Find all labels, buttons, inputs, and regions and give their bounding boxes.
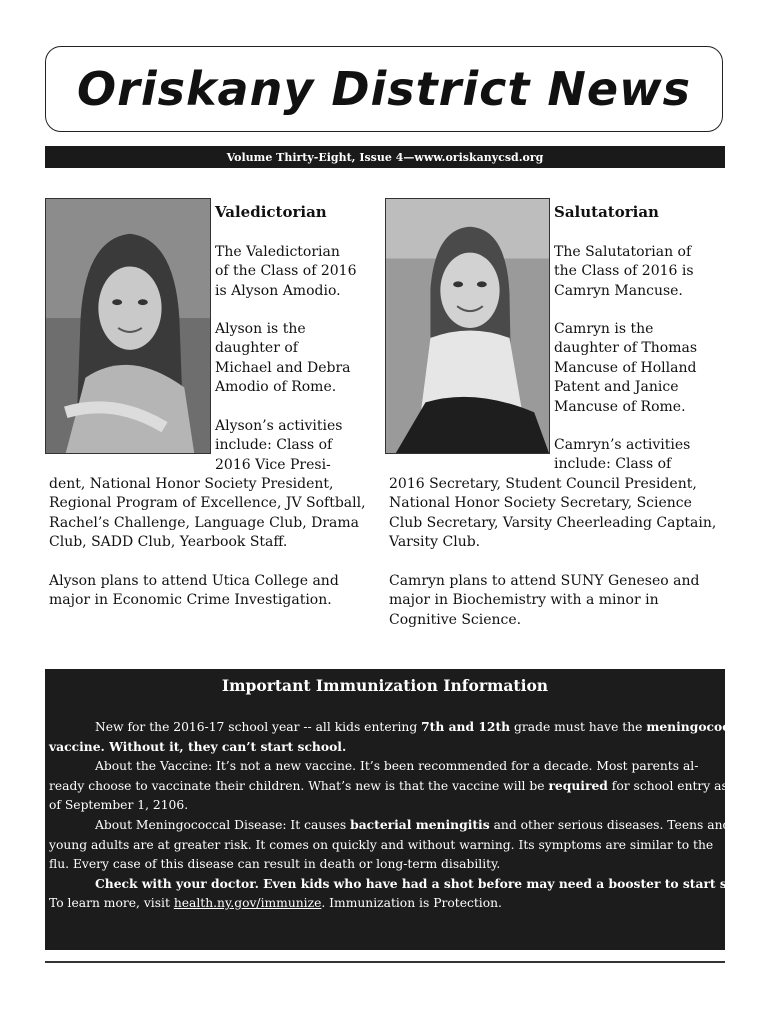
immunization-box [45, 669, 769, 950]
valedictorian-intro: The Valedictorian of the Class of 2016 is Alyson Amodio. [215, 244, 357, 299]
immunization-line: Check with your doctor. Even kids who have had a shot before may need a booster to start school. [95, 875, 769, 891]
salutatorian-photo [385, 198, 550, 454]
salutatorian-plans: Camryn plans to attend SUNY Geneseo and major in Biochemistry with a minor in Cognitive Science. [389, 573, 700, 628]
valedictorian-photo [45, 198, 211, 454]
immunization-body [49, 717, 769, 913]
valedictorian-parents: Alyson is the daughter of Michael and Debra Amodio of Rome. [215, 321, 351, 396]
salutatorian-parents: Camryn is the daughter of Thomas Mancuse of Holland Patent and Janice Mancuse of Rome. [554, 321, 698, 415]
valedictorian-activities-start: Alyson’s activities include: Class of 2016 Vice Presi- [215, 418, 343, 473]
salutatorian-activities-start: Camryn’s activities include: Class of [554, 437, 691, 473]
valedictorian-plans: Alyson plans to attend Utica College and major in Economic Crime Investigation. [49, 573, 339, 609]
immunization-line: young adults are at greater risk. It comes on quickly and without warning. Its symptoms are similar to the [49, 837, 714, 852]
newsletter-title: Oriskany District News [77, 62, 691, 116]
immunization-line: About Meningococcal Disease: It causes bacterial meningitis and other serious diseases. Teens and [95, 817, 731, 833]
salutatorian-heading: Salutatorian [554, 203, 659, 221]
immunize-link[interactable]: health.ny.gov/immunize [173, 895, 322, 910]
immunization-line: of September 1, 2106. [49, 798, 189, 813]
valedictorian-activities: dent, National Honor Society President, Regional Program of Excellence, JV Softball, Rachel’s Challenge, Language Club, Drama Club, SADD Club, Yearbook Staff. [49, 476, 366, 551]
salutatorian-intro: The Salutatorian of the Class of 2016 is Camryn Mancuse. [554, 244, 694, 299]
bottom-divider [45, 961, 725, 963]
immunization-line: New for the 2016-17 school year -- all kids entering 7th and 12th grade must have the meningococcal [95, 719, 750, 734]
immunization-line: ready choose to vaccinate their children. What’s new is that the vaccine will be required for school entry as [49, 778, 728, 794]
masthead [45, 46, 723, 132]
volume-bar: Volume Thirty-Eight, Issue 4—www.oriskanycsd.org [45, 146, 725, 168]
immunization-line: flu. Every case of this disease can result in death or long-term disability. [49, 856, 501, 871]
valedictorian-heading: Valedictorian [215, 203, 327, 221]
immunization-line: About the Vaccine: It’s not a new vaccine. It’s been recommended for a decade. Most parents al- [95, 759, 699, 774]
immunization-heading: Important Immunization Information [221, 676, 549, 695]
salutatorian-activities: 2016 Secretary, Student Council President, National Honor Society Secretary, Science Club Secretary, Varsity Cheerleading Captain, Varsity Club. [389, 476, 717, 551]
immunization-line: To learn more, visit health.ny.gov/immunize. Immunization is Protection. [49, 895, 502, 910]
immunization-line: vaccine. Without it, they can’t start school. [49, 739, 347, 755]
